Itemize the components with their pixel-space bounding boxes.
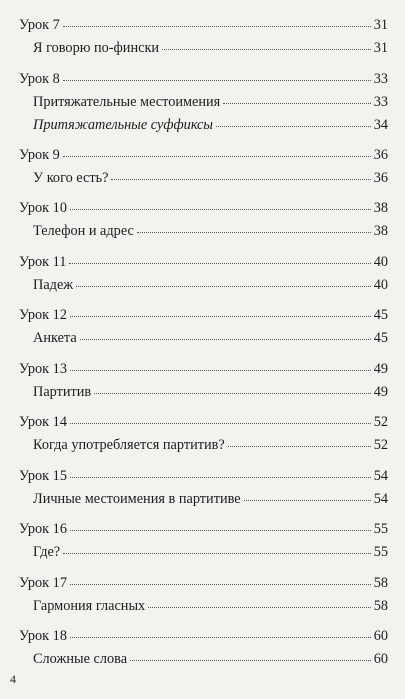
toc-entry-page: 34 — [373, 116, 388, 133]
toc-entry-title: Когда употребляется партитив? — [33, 437, 225, 453]
toc-lesson-title: Урок 18 — [19, 628, 67, 644]
toc-entry — [19, 327, 388, 350]
toc-lesson-heading — [19, 625, 388, 648]
toc-entry — [19, 541, 388, 564]
toc-entry-title: Падеж — [33, 276, 74, 293]
toc-lesson-heading — [19, 304, 388, 327]
toc-entry-title: Где? — [33, 544, 61, 560]
toc-lesson-heading — [19, 358, 388, 381]
toc-lesson-group — [19, 572, 388, 626]
toc-entry-title: Притяжательные суффиксы — [33, 116, 213, 133]
dot-leader — [70, 370, 371, 371]
toc-entry — [19, 167, 388, 190]
toc-lesson-heading — [19, 144, 388, 167]
toc-entry-title: Партитив — [33, 383, 92, 400]
toc-entry-page: 55 — [373, 544, 388, 560]
toc-lesson-title: Урок 16 — [19, 521, 67, 537]
toc-entry — [19, 648, 388, 671]
toc-entry — [19, 274, 388, 297]
dot-leader — [216, 126, 371, 127]
toc-entry-page: 40 — [373, 276, 388, 293]
toc-entry-page: 33 — [373, 93, 388, 110]
dot-leader — [63, 80, 371, 81]
toc-entry-page: 45 — [373, 330, 388, 346]
toc-entry — [19, 595, 388, 618]
dot-leader — [63, 553, 371, 554]
dot-leader — [70, 584, 371, 585]
toc-lesson-page: 31 — [373, 17, 388, 33]
dot-leader — [130, 660, 371, 661]
toc-entry-page: 60 — [373, 651, 388, 667]
toc-entry — [19, 381, 388, 404]
toc-entry-page: 38 — [373, 223, 388, 239]
dot-leader — [94, 393, 371, 394]
toc-lesson-page: 45 — [373, 307, 388, 323]
toc-lesson-title: Урок 15 — [19, 467, 67, 484]
dot-leader — [223, 103, 370, 104]
page-number: 4 — [10, 672, 16, 686]
toc-lesson-page: 33 — [373, 70, 388, 87]
toc-lesson-title: Урок 7 — [19, 17, 60, 33]
toc-lesson-page: 38 — [373, 200, 388, 216]
toc-lesson-heading — [19, 518, 388, 541]
toc-lesson-page: 36 — [373, 146, 388, 163]
toc-lesson-group — [19, 465, 388, 519]
toc-lesson-group — [19, 14, 388, 68]
toc-entry-page: 36 — [373, 169, 388, 186]
dot-leader — [70, 423, 371, 424]
toc-lesson-heading — [19, 68, 388, 91]
toc-entry — [19, 91, 388, 114]
toc-entry-page: 31 — [373, 40, 388, 56]
toc-lesson-title: Урок 13 — [19, 360, 67, 377]
dot-leader — [244, 500, 371, 501]
toc-lesson-heading — [19, 197, 388, 220]
toc-lesson-heading — [19, 14, 388, 37]
toc-entry-title: Личные местоимения в партитиве — [33, 490, 241, 507]
toc-lesson-title: Урок 9 — [19, 146, 60, 163]
toc-entry-title: У кого есть? — [33, 169, 109, 186]
toc-lesson-page: 60 — [373, 628, 388, 644]
dot-leader — [76, 286, 371, 287]
toc-lesson-title: Урок 12 — [19, 307, 67, 323]
toc-entry — [19, 37, 388, 60]
toc-entry-title: Гармония гласных — [33, 597, 146, 614]
toc-lesson-title: Урок 14 — [19, 414, 67, 430]
toc-lesson-title: Урок 11 — [19, 253, 67, 270]
toc-lesson-title: Урок 8 — [19, 70, 60, 87]
toc-entry-title: Притяжательные местоимения — [33, 93, 221, 110]
toc-lesson-title: Урок 10 — [19, 200, 67, 216]
toc-entry — [19, 220, 388, 243]
toc-lesson-heading — [19, 572, 388, 595]
dot-leader — [69, 263, 370, 264]
toc-lesson-group — [19, 304, 388, 358]
dot-leader — [70, 637, 371, 638]
toc-entry-page: 54 — [373, 490, 388, 507]
toc-lesson-group — [19, 411, 388, 465]
toc-lesson-page: 49 — [373, 360, 388, 377]
toc-entry-title: Анкета — [33, 330, 77, 346]
toc-lesson-group — [19, 68, 388, 144]
dot-leader — [70, 477, 371, 478]
dot-leader — [70, 530, 371, 531]
toc-lesson-group — [19, 625, 388, 679]
toc-lesson-group — [19, 358, 388, 412]
toc-lesson-heading — [19, 411, 388, 434]
dot-leader — [80, 339, 371, 340]
dot-leader — [137, 232, 371, 233]
toc-entry — [19, 488, 388, 511]
dot-leader — [111, 179, 370, 180]
toc-entry-page: 52 — [373, 437, 388, 453]
table-of-contents — [19, 14, 388, 679]
toc-lesson-group — [19, 144, 388, 198]
dot-leader — [148, 607, 370, 608]
toc-entry-title: Телефон и адрес — [33, 223, 134, 239]
toc-lesson-page: 52 — [373, 414, 388, 430]
toc-entry-title: Сложные слова — [33, 651, 128, 667]
toc-lesson-group — [19, 251, 388, 305]
toc-lesson-heading — [19, 251, 388, 274]
toc-lesson-heading — [19, 465, 388, 488]
toc-lesson-page: 40 — [373, 253, 388, 270]
toc-lesson-page: 55 — [373, 521, 388, 537]
toc-lesson-title: Урок 17 — [19, 574, 67, 591]
toc-entry-page: 58 — [373, 597, 388, 614]
dot-leader — [162, 49, 371, 50]
toc-entry — [19, 434, 388, 457]
toc-entry — [19, 114, 388, 137]
toc-lesson-page: 58 — [373, 574, 388, 591]
dot-leader — [228, 446, 371, 447]
toc-entry-page: 49 — [373, 383, 388, 400]
dot-leader — [70, 209, 371, 210]
toc-lesson-group — [19, 197, 388, 251]
dot-leader — [63, 156, 371, 157]
toc-entry-title: Я говорю по-фински — [33, 40, 160, 56]
toc-lesson-page: 54 — [373, 467, 388, 484]
dot-leader — [70, 316, 371, 317]
dot-leader — [63, 26, 371, 27]
toc-lesson-group — [19, 518, 388, 572]
